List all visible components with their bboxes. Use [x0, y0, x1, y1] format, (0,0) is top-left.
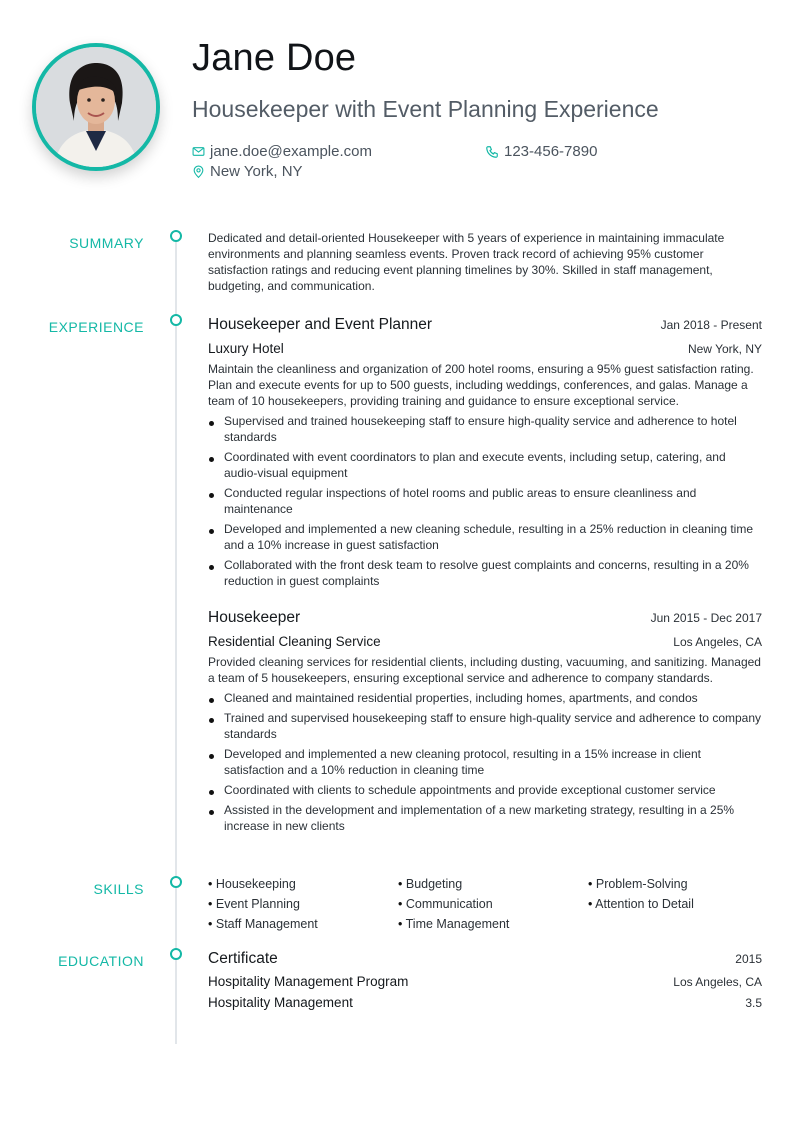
candidate-title: Housekeeper with Event Planning Experience — [192, 96, 659, 122]
list-item: Coordinated with event coordinators to plan and execute events, including setup, catering, and audio-visual equipment — [208, 449, 762, 481]
summary-text: Dedicated and detail-oriented Housekeeper with 5 years of experience in maintaining immaculate environments and planning seamless events. Proven track record of achieving 95% customer satisfaction ratings and reducing event planning timelines by 30%. Skilled in staff management, budgeting, and communication. — [208, 231, 725, 293]
list-item: Cleaned and maintained residential properties, including homes, apartments, and condos — [208, 690, 762, 706]
map-pin-icon — [192, 165, 205, 179]
timeline-dot-education — [170, 948, 182, 960]
skill-item: • Staff Management — [208, 916, 398, 932]
portrait-image — [36, 47, 156, 167]
education-degree: Certificate — [208, 950, 278, 967]
list-item: Developed and implemented a new cleaning schedule, resulting in a 25% reduction in cleaning time and a 10% increase in guest satisfaction — [208, 521, 762, 553]
mail-icon — [192, 145, 205, 158]
timeline-dot-summary — [170, 230, 182, 242]
company-row — [208, 341, 762, 356]
list-item: Coordinated with clients to schedule appointments and provide exceptional customer service — [208, 782, 762, 798]
timeline-dot-skills — [170, 876, 182, 888]
contact-phone[interactable] — [485, 143, 597, 160]
education-gpa: 3.5 — [745, 996, 762, 1010]
job-dates: Jun 2015 - Dec 2017 — [650, 611, 762, 625]
contact-email[interactable] — [192, 143, 372, 160]
section-label-summary: SUMMARY — [69, 235, 144, 251]
experience-entry — [208, 316, 762, 593]
education-entry — [208, 950, 762, 1010]
list-item: Conducted regular inspections of hotel rooms and public areas to ensure cleanliness and maintenance — [208, 485, 762, 517]
email-text[interactable]: jane.doe@example.com — [210, 143, 372, 160]
section-label-experience: EXPERIENCE — [48, 319, 144, 335]
job-dates: Jan 2018 - Present — [660, 318, 762, 332]
job-bullets — [208, 690, 762, 834]
job-title: Housekeeper — [208, 609, 301, 626]
education-location: Los Angeles, CA — [673, 975, 762, 989]
company-location: New York, NY — [687, 342, 762, 356]
company-row — [208, 634, 762, 649]
section-label-skills: SKILLS — [93, 881, 144, 897]
job-header — [208, 316, 762, 334]
skill-item: • Communication — [398, 896, 588, 912]
list-item: Collaborated with the front desk team to resolve guest complaints and concerns, resulting in a 20% reduction in guest complaints — [208, 557, 762, 589]
education-field-row — [208, 995, 762, 1010]
timeline-dot-experience — [170, 314, 182, 326]
company-name: Luxury Hotel — [208, 341, 284, 356]
job-description: Maintain the cleanliness and organization of 200 hotel rooms, ensuring a 95% guest satisfaction rating. Plan and execute events for up to 500 guests, including weddings, conferences, and galas. Manage a team of 10 housekeepers, providing training and guidance to ensure exceptional service. — [208, 362, 754, 408]
profile-photo — [32, 43, 160, 171]
skill-item: • Budgeting — [398, 876, 588, 892]
education-header — [208, 950, 762, 968]
company-name: Residential Cleaning Service — [208, 634, 381, 649]
list-item: Supervised and trained housekeeping staff to ensure high-quality service and adherence to hotel standards — [208, 413, 762, 445]
phone-text[interactable]: 123-456-7890 — [504, 143, 598, 160]
list-item: Trained and supervised housekeeping staff to ensure high-quality service and adherence to company standards — [208, 710, 762, 742]
education-program: Hospitality Management Program — [208, 974, 409, 989]
list-item: Assisted in the development and implementation of a new marketing strategy, resulting in a 25% increase in new clients — [208, 802, 762, 834]
job-header — [208, 609, 762, 627]
section-label-education: EDUCATION — [58, 953, 144, 969]
job-description: Provided cleaning services for residential clients, including dusting, vacuuming, and sanitizing. Managed a team of 5 housekeepers, ensuring exceptional service and adherence to company standards. — [208, 655, 761, 685]
education-program-row — [208, 974, 762, 989]
company-location: Los Angeles, CA — [673, 635, 762, 649]
job-bullets — [208, 413, 762, 589]
skill-item: • Event Planning — [208, 896, 398, 912]
skill-item: • Housekeeping — [208, 876, 398, 892]
education-year: 2015 — [735, 952, 762, 966]
education-field: Hospitality Management — [208, 995, 353, 1010]
list-item: Developed and implemented a new cleaning protocol, resulting in a 15% increase in client satisfaction and a 10% reduction in cleaning time — [208, 746, 762, 778]
phone-icon — [485, 145, 499, 159]
timeline-line — [175, 236, 177, 1044]
skills-list — [208, 876, 762, 932]
candidate-name: Jane Doe — [192, 37, 357, 79]
skill-item: • Time Management — [398, 916, 588, 932]
job-title: Housekeeper and Event Planner — [208, 316, 433, 333]
experience-entry — [208, 609, 762, 838]
skill-item: • Problem-Solving — [588, 876, 762, 892]
contact-location — [192, 163, 303, 180]
skill-item: • Attention to Detail — [588, 896, 762, 912]
location-text: New York, NY — [210, 163, 303, 180]
